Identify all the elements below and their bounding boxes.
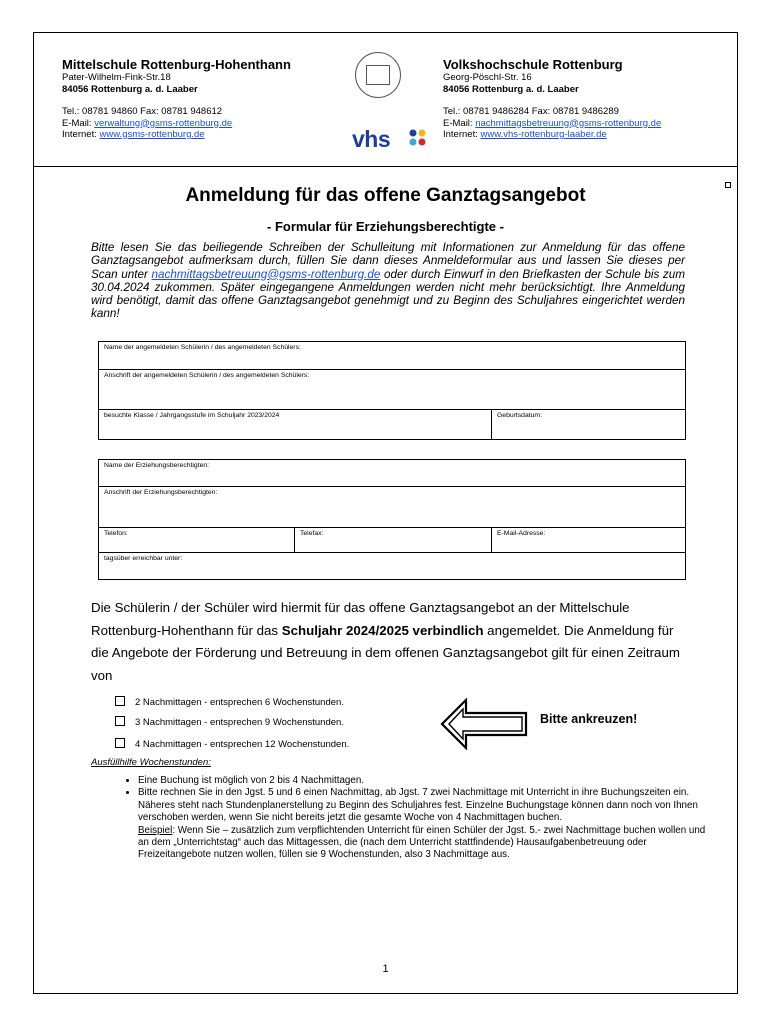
checkbox-2-afternoons[interactable] (115, 696, 125, 706)
student-address-label: Anschrift der angemeldeten Schülerin / des angemeldeten Schülers: (104, 372, 310, 379)
checkbox-4-afternoons[interactable] (115, 738, 125, 748)
right-school-city: 84056 Rottenburg a. d. Laaber (443, 83, 579, 95)
help-list (108, 775, 718, 862)
student-class-label: besuchte Klasse / Jahrgangsstufe im Schuljahr 2023/2024 (104, 412, 280, 419)
student-address-field[interactable] (99, 370, 686, 410)
left-school-city: 84056 Rottenburg a. d. Laaber (62, 83, 198, 95)
parent-name-label: Name der Erziehungsberechtigten: (104, 462, 210, 469)
page-number: 1 (382, 963, 389, 975)
parent-form-table (98, 459, 686, 580)
list-item (138, 787, 718, 861)
right-web-label: Internet: (443, 129, 481, 140)
option-4-afternoons[interactable] (115, 738, 349, 751)
vhs-logo: vhs (352, 126, 391, 152)
bullet-1-text: Eine Buchung ist möglich von 2 bis 4 Nachmittagen. (138, 775, 364, 786)
left-email-label: E-Mail: (62, 117, 95, 129)
registration-text (91, 597, 691, 687)
example-label: Beispiel (138, 824, 173, 836)
registration-part2: angemeldet. Die Anmeldung für die Angebote der Förderung und Betreuung in dem offenen Ganztagsangebot gilt für einen Zeitraum von (91, 622, 680, 683)
bitte-ankreuzen-label: Bitte ankreuzen! (540, 712, 638, 726)
left-web-link[interactable]: www.gsms-rottenburg.de (99, 129, 205, 140)
page-subtitle: - Formular für Erziehungsberechtigte - (267, 219, 504, 234)
school-seal-logo (355, 52, 401, 98)
intro-part2: oder durch Einwurf in den Briefkasten der Schule bis zum 30.04.2024 zukommen. Später eingegangene Anmeldungen werden nicht mehr berücksichtigt. Ihre Anmeldung wird benötigt, damit das offene Ganztagsangebot genehmigt und zu Beginn des Schuljahres eingerichtet werden kann! (91, 267, 685, 321)
help-title: Ausfüllhilfe Wochenstunden: (91, 757, 211, 768)
left-school-street: Pater-Wilhelm-Fink-Str.18 (62, 72, 171, 83)
left-email-link[interactable]: verwaltung@gsms-rottenburg.de (94, 117, 233, 129)
parent-fax-label: Telefax: (300, 530, 324, 537)
intro-email-link[interactable]: nachmittagsbetreuung@gsms-rottenburg.de (151, 267, 381, 281)
parent-daytime-label: tagsüber erreichbar unter: (104, 555, 183, 562)
intro-part1: Bitte lesen Sie das beiliegende Schreiben der Schulleitung mit Informationen zur Anmeldung für das offene Ganztagsangebot aufmerksam durch, füllen Sie dann dieses Anmeldeformular aus und lassen Sie dieses per Scan unter (91, 241, 685, 281)
bullet-2-line1: Bitte rechnen Sie in den Jgst. 5 und 6 einen Nachmittag, ab Jgst. 7 zwei Nachmittage mit Unterricht in ihre Buchungszeiten ein. (138, 787, 690, 799)
option-label: 4 Nachmittagen - entsprechen 12 Wochenstunden. (135, 739, 350, 750)
student-name-label: Name der angemeldeten Schülerin / des angemeldeten Schülers: (104, 344, 301, 351)
right-school-header (443, 57, 723, 141)
option-3-afternoons[interactable] (115, 716, 344, 729)
registration-bold: Schuljahr 2024/2025 verbindlich (281, 622, 484, 638)
parent-daytime-field[interactable] (99, 553, 686, 580)
right-email-label: E-Mail: (443, 117, 476, 129)
registration-part1: Die Schülerin / der Schüler wird hiermit für das offene Ganztagsangebot an der Mittelschule Rottenburg-Hohenthann für das (91, 600, 630, 638)
right-school-street: Georg-Pöschl-Str. 16 (443, 72, 532, 83)
option-2-afternoons[interactable] (115, 696, 344, 709)
parent-address-label: Anschrift der Erziehungsberechtigten: (104, 489, 218, 496)
page-title: Anmeldung für das offene Ganztagsangebot (185, 185, 586, 206)
student-birth-field[interactable] (492, 410, 686, 440)
bullet-2-line2: Näheres steht nach Stundenplanerstellung zu Beginn des Schuljahres fest. Einzelne Buchungstage können dann noch von Ihnen verschoben werden, wenn Sie nicht bereits jetzt die gesamte Woche von 4 Nachmittagen buchen. (138, 799, 698, 824)
left-web-label: Internet: (62, 129, 100, 140)
left-school-phone: Tel.: 08781 94860 Fax: 08781 948612 (62, 106, 223, 117)
list-item (138, 775, 718, 787)
student-form-table (98, 341, 686, 440)
left-school-header (62, 57, 342, 141)
parent-fax-field[interactable] (295, 528, 492, 553)
left-school-name: Mittelschule Rottenburg-Hohenthann (62, 57, 291, 72)
right-school-name: Volkshochschule Rottenburg (443, 57, 623, 72)
left-arrow-icon (440, 698, 530, 750)
parent-email-field[interactable] (492, 528, 686, 553)
right-school-phone: Tel.: 08781 9486284 Fax: 08781 9486289 (443, 106, 619, 117)
parent-email-label: E-Mail-Adresse: (497, 530, 546, 537)
right-email-link[interactable]: nachmittagsbetreuung@gsms-rottenburg.de (475, 117, 662, 129)
right-web-link[interactable]: www.vhs-rottenburg-laaber.de (480, 129, 607, 140)
parent-address-field[interactable] (99, 487, 686, 528)
checkbox-3-afternoons[interactable] (115, 716, 125, 726)
option-label: 2 Nachmittagen - entsprechen 6 Wochenstunden. (135, 697, 344, 708)
header-divider (33, 166, 738, 167)
vhs-logo-dots-icon (408, 128, 428, 148)
student-class-field[interactable] (99, 410, 492, 440)
parent-phone-field[interactable] (99, 528, 295, 553)
option-label: 3 Nachmittagen - entsprechen 9 Wochenstunden. (135, 717, 344, 728)
student-birth-label: Geburtsdatum: (497, 412, 542, 419)
parent-phone-label: Telefon: (104, 530, 128, 537)
student-name-field[interactable] (99, 342, 686, 370)
example-text: : Wenn Sie – zusätzlich zum verpflichtenden Unterricht für einen Schüler der Jgst. 5.- zwei Nachmittage buchen wollen und an dem „Unterrichtstag“ auch das Mittagessen, die (nach dem Unterricht stattfindende) Hausaufgabenbetreuung oder Freizeitangebote nutzen wollen, füllen sie 9 Wochenstunden, also 3 Nachmittage aus. (138, 824, 706, 861)
intro-text (91, 241, 685, 321)
parent-name-field[interactable] (99, 460, 686, 487)
